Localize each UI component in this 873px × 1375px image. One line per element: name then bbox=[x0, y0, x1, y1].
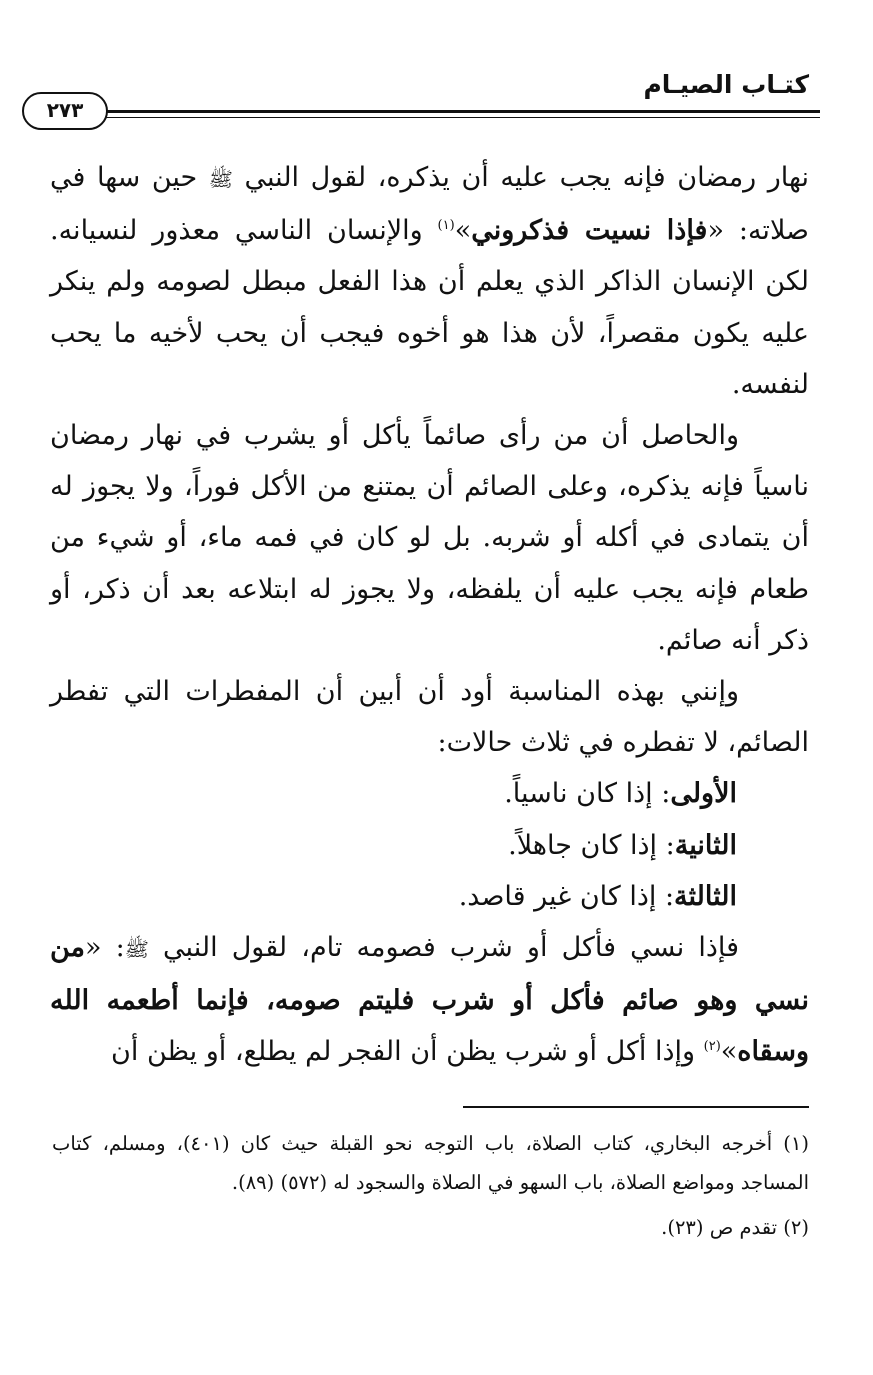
footnotes bbox=[52, 1124, 809, 1253]
text-run: نهار رمضان فإنه يجب عليه أن يذكره، لقول النبي bbox=[244, 162, 809, 193]
text-run: » bbox=[720, 1036, 738, 1068]
pbuh-symbol: ﷺ bbox=[124, 937, 149, 962]
footnote-ref-1: (١) bbox=[437, 218, 455, 234]
page-number-badge: ٢٧٣ bbox=[22, 92, 108, 130]
condition-label: الثانية bbox=[674, 829, 737, 861]
text-run: وإذا أكل أو شرب يظن أن الفجر لم يطلع، أو يظن أن bbox=[111, 1036, 704, 1068]
footnote-1: (١) أخرجه البخاري، كتاب الصلاة، باب التوجه نحو القبلة حيث كان (٤٠١)، ومسلم، كتاب المساجد ومواضع الصلاة، باب السهو في الصلاة والسجود له (٥٧٢) (٨٩). bbox=[52, 1132, 809, 1194]
hadith-quote: من نسي وهو صائم فأكل أو شرب فليتم صومه، فإنما أطعمه الله وسقاه bbox=[50, 932, 809, 1068]
condition-text: : إذا كان ناسياً. bbox=[504, 778, 671, 810]
condition-item bbox=[50, 768, 809, 819]
paragraph-2: والحاصل أن من رأى صائماً يأكل أو يشرب في نهار رمضان ناسياً فإنه يذكره، وعلى الصائم أن يمتنع من الأكل فوراً، ولا يجوز له أن يتمادى في أكله أو شربه. بل لو كان في فمه ماء، أو شيء من طعام فإنه يجب عليه أن يلفظه، ولا يجوز له ابتلاعه بعد أن ذكر، أو ذكر أنه صائم. bbox=[50, 420, 809, 656]
text-run: : « bbox=[85, 932, 125, 964]
header-rule-thin bbox=[104, 117, 820, 118]
paragraph-1 bbox=[50, 152, 809, 410]
text-run: » bbox=[454, 215, 472, 247]
condition-label: الثالثة bbox=[674, 880, 737, 912]
condition-item bbox=[50, 871, 809, 922]
chapter-title: كتـاب الصيـام bbox=[643, 70, 809, 99]
condition-text: : إذا كان غير قاصد. bbox=[458, 880, 675, 912]
paragraph-4 bbox=[50, 922, 809, 1078]
footnote-2: (٢) تقدم ص (٢٣). bbox=[661, 1216, 809, 1239]
condition-label: الأولى bbox=[670, 778, 737, 810]
hadith-quote: فإذا نسيت فذكروني bbox=[471, 215, 708, 247]
condition-text: : إذا كان جاهلاً. bbox=[508, 829, 675, 861]
footnote-separator bbox=[463, 1106, 809, 1108]
header-rule-thick bbox=[104, 110, 820, 113]
condition-item bbox=[50, 820, 809, 871]
paragraph-3: وإنني بهذه المناسبة أود أن أبين أن المفطرات التي تفطر الصائم، لا تفطره في ثلاث حالات: bbox=[50, 676, 809, 759]
footnote-ref-2: (٢) bbox=[703, 1039, 721, 1055]
text-run: فإذا نسي فأكل أو شرب فصومه تام، لقول النبي bbox=[163, 932, 739, 964]
text-run: حين سها في صلاته: « bbox=[50, 162, 809, 247]
text-run: والإنسان الناسي معذور لنسيانه. لكن الإنسان الذاكر الذي يعلم أن هذا الفعل مبطل لصومه ولم ينكر عليه يكون مقصراً، لأن هذا هو أخوه فيجب أن يحب لأخيه ما يحب لنفسه. bbox=[50, 215, 809, 400]
pbuh-symbol: ﷺ bbox=[208, 167, 233, 191]
main-text bbox=[50, 152, 809, 1078]
